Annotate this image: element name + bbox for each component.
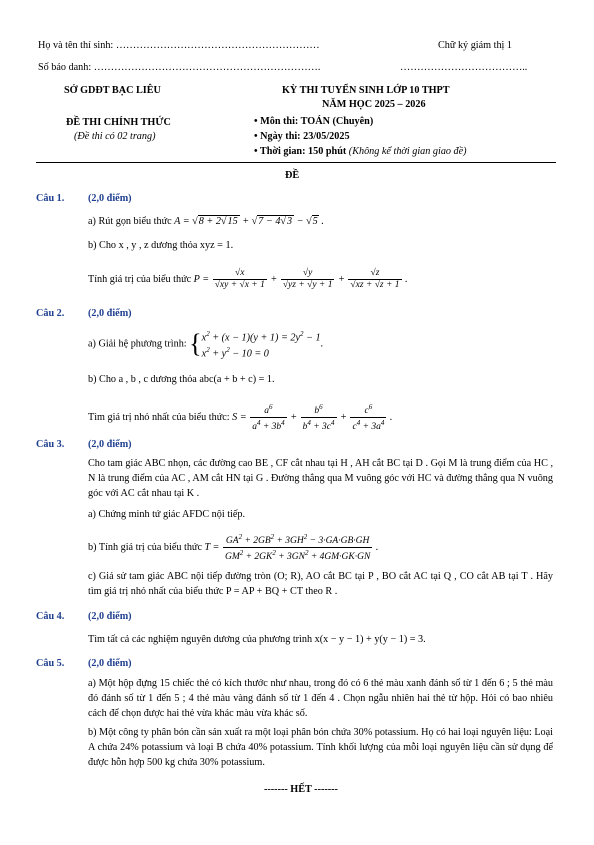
q3-points: (2,0 điểm)	[88, 439, 132, 450]
q2b-text: b) Cho a , b , c dương thỏa abc(a + b + c) = 1.	[88, 374, 275, 385]
q3b-formula: T = $\frac{GA^2 + 2GB^2 + 3GH^2 - 3\cdot GA\cdot GB\cdot GH}{GM^2 + 2GK^2 + 3GN^2 + 4GM\cdot GK\cdot GN}$ .	[204, 533, 379, 563]
q1a-text: a) Rút gọn biểu thức	[88, 216, 172, 227]
end-marker: ------- HẾT -------	[264, 784, 338, 795]
q5-points: (2,0 điểm)	[88, 658, 132, 669]
subject: • Môn thi: TOÁN (Chuyên)	[254, 116, 374, 127]
q3b-text: b) Tính giá trị của biểu thức	[88, 542, 202, 553]
q2a: a) Giải hệ phương trình: {$x^2 + (x - 1)(y + 1) = 2y^2 - 1$ $x^2 + y^2 - 10 = 0$.	[88, 329, 324, 360]
q1b-text: b) Cho x , y , z dương thỏa xyz = 1.	[88, 240, 234, 251]
candidate-number-label: Số báo danh: ………………………………………………………….	[38, 62, 321, 73]
q3-intro: Cho tam giác ABC nhọn, các đường cao BE , CF cắt nhau tại H , AH cắt BC tại D . Gọi M là trung điểm của HC , N là trung điểm của AC , AM cắt HN tại G . Đường thẳng qua M vuông góc với HC và đường thẳng qua N vuông góc với AC cắt nhau tại K .	[88, 458, 553, 499]
q3b	[88, 532, 378, 563]
q2b2-text: Tìm giá trị nhỏ nhất của biểu thức:	[88, 412, 230, 423]
q3a-text: a) Chứng minh tứ giác AFDC nội tiếp.	[88, 509, 246, 520]
department: SỞ GDĐT BẠC LIÊU	[64, 85, 161, 96]
q2-points: (2,0 điểm)	[88, 308, 132, 319]
q2-label: Câu 2.	[36, 308, 65, 319]
q1a-formula: A = √8 + 2√15 + √7 − 4√3 − √5 .	[174, 216, 324, 227]
q3-label: Câu 3.	[36, 439, 65, 450]
q4-points: (2,0 điểm)	[88, 611, 132, 622]
candidate-name-label: Họ và tên thí sinh: ……………………………………………………	[38, 40, 320, 51]
q2b-formula: S = $\frac{a^6}{a^4 + 3b^4}$ + $\frac{b^6}{b^4 + 3c^4}$ + $\frac{c^6}{c^4 + 3a^4}$ .	[232, 403, 393, 433]
time-note: (Không kể thời gian giao đề)	[348, 146, 467, 157]
q1b-formula: P = $\frac{√x}{√xy + √x + 1}$ + $\frac{√y}{√yz + √y + 1}$ + $\frac{√z}{√xz + √z + 1}$ .	[193, 268, 408, 290]
q4-text: Tìm tất cả các nghiệm nguyên dương của phương trình x(x − y − 1) + y(y − 1) = 3.	[88, 634, 426, 645]
header-divider	[36, 162, 556, 163]
q1a	[88, 216, 324, 227]
q2b2	[88, 402, 392, 433]
q2a-text: a) Giải hệ phương trình:	[88, 338, 187, 350]
q4-label: Câu 4.	[36, 611, 65, 622]
school-year: NĂM HỌC 2025 – 2026	[322, 99, 426, 110]
q1-points: (2,0 điểm)	[88, 193, 132, 204]
pages-note: (Đề thi có 02 trang)	[74, 131, 156, 142]
examiner-sign-line: ………………………………..	[400, 62, 528, 73]
official-label: ĐỀ THI CHÍNH THỨC	[66, 117, 171, 128]
q5a-text: a) Một hộp đựng 15 chiếc thẻ có kích thước như nhau, trong đó có 6 thẻ màu xanh đánh số từ 1 đến 6 ; 5 thẻ màu đỏ đánh số từ 1 đến 5 ; 4 thẻ màu vàng đánh số từ 1 đến 4 . Chọn ngẫu nhiên hai thẻ từ hộp. Hỏi có bao nhiêu cách để chọn được hai thẻ vừa khác màu vừa khác số.	[88, 678, 553, 719]
exam-time	[254, 146, 467, 157]
q2a-system: $x^2 + (x - 1)(y + 1) = 2y^2 - 1$ $x^2 + y^2 - 10 = 0$	[201, 330, 321, 360]
exam-title: KỲ THI TUYỂN SINH LỚP 10 THPT	[282, 85, 450, 96]
q1b2-text: Tính giá trị của biểu thức	[88, 273, 192, 285]
q1b2	[88, 268, 408, 291]
time-label: • Thời gian: 150 phút	[254, 146, 349, 157]
q5b-text: b) Một công ty phân bón cần sản xuất ra một loại phân bón chứa 30% potassium. Họ có hai loại nguyên liệu: Loại A chứa 24% potassium và loại B chứa 40% potassium. Tính khối lượng của mỗi loại nguyên liệu cần sử dụng để được hỗn hợp 500 kg chứa 30% potassium.	[88, 727, 553, 768]
section-title: ĐỀ	[285, 170, 300, 181]
q5-label: Câu 5.	[36, 658, 65, 669]
q1-label: Câu 1.	[36, 193, 65, 204]
exam-date: • Ngày thi: 23/05/2025	[254, 131, 350, 142]
q3c-text: c) Giả sử tam giác ABC nội tiếp đường tròn (O; R), AO cắt BC tại P , BO cắt AC tại Q , CO cắt AB tại T . Hãy tìm giá trị nhỏ nhất của biểu thức P = AP + BQ + CT theo R .	[88, 571, 553, 597]
examiner-sign-label: Chữ ký giám thị 1	[438, 40, 513, 51]
